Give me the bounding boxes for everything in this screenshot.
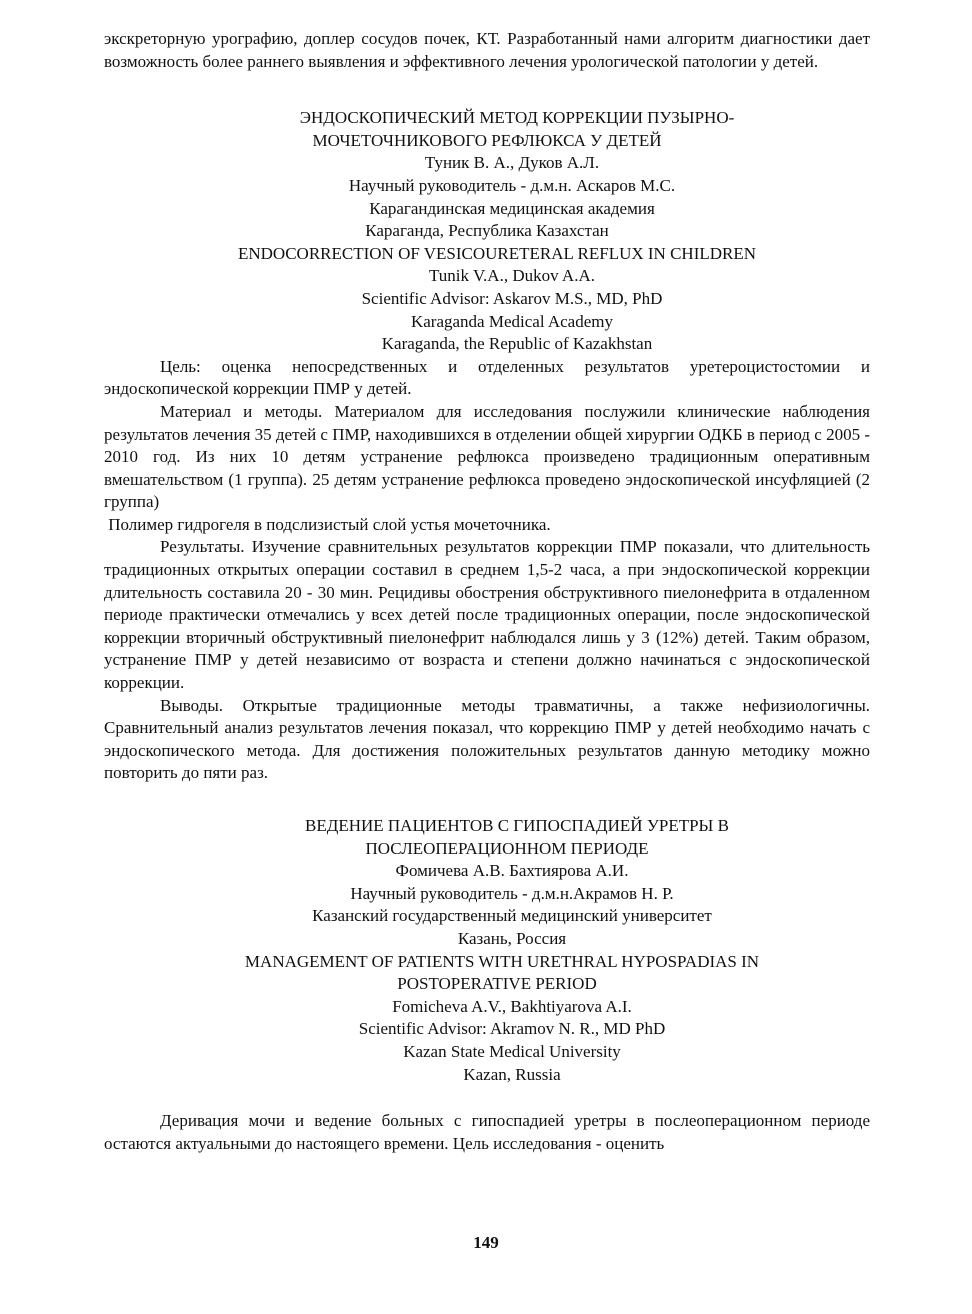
article-2 [104,815,870,1155]
article2-title-line1: ВЕДЕНИЕ ПАЦИЕНТОВ С ГИПОСПАДИЕЙ УРЕТРЫ В [305,816,729,835]
spacer [104,1086,870,1110]
article2-advisor-ru: Научный руководитель - д.м.н.Акрамов Н. Р. [350,883,674,903]
article2-title-en-line2: POSTOPERATIVE PERIOD [397,974,597,994]
article1-title-line2: МОЧЕТОЧНИКОВОГО РЕФЛЮКСА У ДЕТЕЙ [312,130,662,150]
article2-institution-en: Kazan State Medical University [403,1041,621,1061]
spacer [104,785,870,815]
article1-conclusions: Выводы. Открытые традиционные методы травматичны, а также нефизиологичны. Сравнительный анализ результатов лечения показал, что коррекцию ПМР у детей необходимо начать с эндоскопического метода. Для достижения положительных результатов данную методику можно повторить до пяти раз. [104,695,870,783]
article1-advisor-en: Scientific Advisor: Askarov M.S., MD, PhD [361,288,663,308]
article2-authors-en: Fomicheva A.V., Bakhtiyarova A.I. [392,996,632,1016]
article1-institution-en: Karaganda Medical Academy [410,311,614,331]
document-page [104,28,870,1155]
article1-title-line1: ЭНДОСКОПИЧЕСКИЙ МЕТОД КОРРЕКЦИИ ПУЗЫРНО- [299,108,735,128]
article1-advisor-ru: Научный руководитель - д.м.н. Аскаров М.С. [348,175,676,195]
intro-paragraph: экскреторную урографию, доплер сосудов почек, КТ. Разработанный нами алгоритм диагностики дает возможность более раннего выявления и эффективного лечения урологической патологии у детей. [104,29,870,71]
article1-results: Результаты. Изучение сравнительных результатов коррекции ПМР показали, что длительность традиционных открытых операции составил в среднем 1,5-2 часа, а при эндоскопической коррекции длительность составила 20 - 30 мин. Рецидивы обострения обструктивного пиелонефрита в отдаленном периоде практически отмечались у всех детей после традиционных операции, после эндоскопической коррекции вторичный обструктивный пиелонефрит наблюдался лишь у 3 (12%) детей. Таким образом, устранение ПМР у детей независимо от возраста и степени должно начинаться с эндоскопической коррекции. [104,537,870,693]
article-1 [104,107,870,785]
article1-institution-ru: Карагандинская медицинская академия [369,198,655,218]
article1-authors-ru: Туник В. А., Дуков А.Л. [424,153,600,173]
article2-institution-ru: Казанский государственный медицинский университет [312,906,712,926]
page-number: 149 [473,1233,499,1252]
article1-location-en: Karaganda, the Republic of Kazakhstan [381,334,653,354]
article2-title-line2: ПОСЛЕОПЕРАЦИОННОМ ПЕРИОДЕ [365,838,649,858]
article2-authors-ru: Фомичева А.В. Бахтиярова А.И. [395,861,629,881]
spacer [104,73,870,107]
article1-methods: Материал и методы. Материалом для исследования послужили клинические наблюдения результатов лечения 35 детей с ПМР, находившихся в отделении общей хирургии ОДКБ в период с 2005 - 2010 год. Из них 10 детям устранение рефлюкса произведено традиционным оперативным вмешательством (1 группа). 25 детям устранение рефлюкса проведено эндоскопической инсуфляцией (2 группа) [104,401,870,512]
article2-title-en-line1: MANAGEMENT OF PATIENTS WITH URETHRAL HYPOSPADIAS IN [244,951,760,971]
article2-location-ru: Казань, Россия [457,928,567,948]
article1-methods-tail: Полимер гидрогеля в подслизистый слой устья мочеточника. [104,514,551,534]
article2-body: Деривация мочи и ведение больных с гипоспадией уретры в послеоперационном периоде остаются актуальными до настоящего времени. Цель исследования - оценить [104,1111,870,1153]
article2-advisor-en: Scientific Advisor: Akramov N. R., MD PhD [358,1019,666,1039]
article2-location-en: Kazan, Russia [463,1064,561,1084]
article1-title-en: ENDOCORRECTION OF VESICOURETERAL REFLUX IN CHILDREN [237,243,757,263]
article1-aim: Цель: оценка непосредственных и отделенных результатов уретероцистостомии и эндоскопической коррекции ПМР у детей. [104,356,870,399]
article1-authors-en: Tunik V.A., Dukov A.A. [429,266,595,286]
article1-location-ru: Караганда, Республика Казахстан [365,221,609,241]
